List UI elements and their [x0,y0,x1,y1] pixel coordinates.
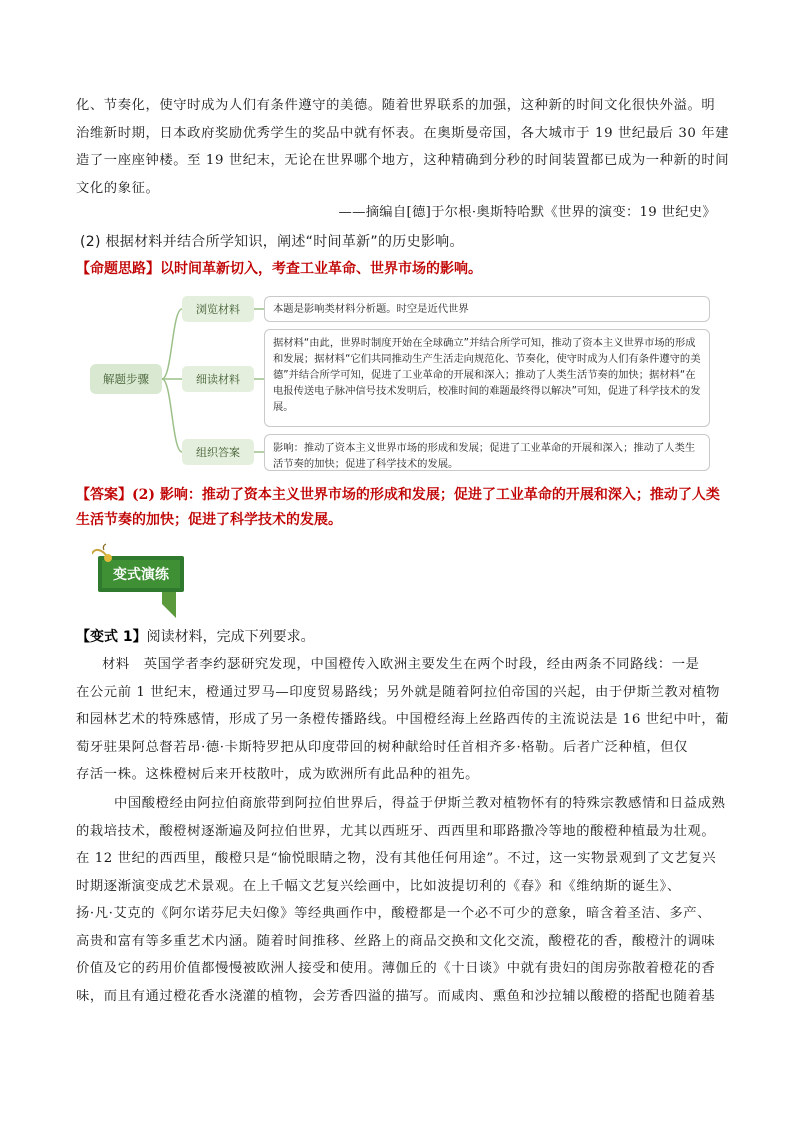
text-line: 文化的象征。 [76,180,160,196]
variant-heading [76,626,315,646]
idea-label: 【命题思路】 [76,261,160,277]
step-content-read: 据材料“由此，世界时制度开始在全球确立”并结合所学可知，推动了资本主义世界市场的形成和发展；据材料“它们共同推动生产生活走向规范化、节奏化，使守时成为人们有条件遵守的美德”并结合所学可知，促进了工业革命的开展和深入；推动了人类生活节奏的加快；据材料“在电报传送电子脉冲信号技术发明后，校准时间的难题最终得以解决”可知，促进了科学技术的发展。 [264,329,710,427]
banner-text: 变式演练 [113,567,169,583]
text-line: 时期逐渐演变成艺术景观。在上千幅文艺复兴绘画中，比如波提切利的《春》和《维纳斯的诞生》、 [76,878,681,894]
question-text: (2) 根据材料并结合所学知识，阐述“时间革新”的历史影响。 [80,234,464,250]
material-paragraph-1 [76,651,730,789]
text-line: 治维新时期，日本政府奖励优秀学生的奖品中就有怀表。在奥斯曼帝国，各大城市于 19 世纪最后 30 年建 [76,125,730,141]
idea-text: 以时间革新切入，考查工业革命、世界市场的影响。 [160,261,482,277]
variant-instruction: 阅读材料，完成下列要求。 [146,629,315,645]
variant-label: 【变式 1】 [76,629,147,645]
text-line: 扬·凡·艾克的《阿尔诺芬尼夫妇像》等经典画作中，酸橙都是一个必不可少的意象，暗含着圣洁、多产、 [76,906,712,921]
answer-block [76,483,726,533]
answer-line: 【答案】(2) 影响：推动了资本主义世界市场的形成和发展；促进了工业革命的开展和深入；推动了人类 [76,487,720,503]
material-paragraph-2 [76,790,724,1010]
mindmap-root: 解题步骤 [90,364,162,394]
text-line: 中国酸橙经由阿拉伯商旅带到阿拉伯世界后，得益于伊斯兰教对植物怀有的特殊宗教感情和日益成熟 [114,796,726,811]
intro-paragraph [76,92,730,202]
answer-line: 生活节奏的加快；促进了科学技术的发展。 [76,512,342,528]
text-line: 高贵和富有等多重艺术内涵。随着时间推移、丝路上的商品交换和文化交流，酸橙花的香，酸橙汁的调味 [76,933,716,949]
section-banner [92,540,192,620]
text-line: 价值及它的药用价值都慢慢被欧洲人接受和使用。薄伽丘的《十日谈》中就有贵妇的闺房弥散着橙花的香 [76,961,716,976]
step-label-read: 细读材料 [182,366,254,392]
step-label-browse: 浏览材料 [182,296,254,322]
text-line: 的栽培技术，酸橙树逐渐遍及阿拉伯世界，尤其以西班牙、西西里和耶路撒冷等地的酸橙种植最为壮观。 [76,823,716,839]
step-content-browse: 本题是影响类材料分析题。时空是近代世界 [264,296,710,322]
text-line: 和园林艺术的特殊感情，形成了另一条橙传播路线。中国橙经海上丝路西传的主流说法是 16 世纪中叶，葡 [76,712,730,727]
proposition-idea [76,258,482,278]
solution-steps-mindmap [90,292,720,477]
step-content-organize: 影响：推动了资本主义世界市场的形成和发展；促进了工业革命的开展和深入；推动了人类生活节奏的加快；促进了科学技术的发展。 [264,434,710,471]
text-line: 存活一株。这株橙树后来开枝散叶，成为欧洲所有此品种的祖先。 [76,767,480,782]
text-line: 造了一座座钟楼。至 19 世纪末，无论在世界哪个地方，这种精确到分秒的时间装置都已成为一种新的时间 [76,153,730,168]
step-label-organize: 组织答案 [182,439,254,465]
text-line: 在 12 世纪的西西里，酸橙只是“愉悦眼睛之物，没有其他任何用途”。不过，这一实物景观到了文艺复兴 [76,851,717,866]
text-line: 萄牙驻果阿总督若昂·德·卡斯特罗把从印度带回的树种献给时任首相齐多·格勒。后者广泛种植，但仅 [76,739,689,755]
text-line: 味，而且有通过橙花香水浇灌的植物，会芳香四溢的描写。而咸肉、熏鱼和沙拉辅以酸橙的搭配也随着基 [76,988,716,1004]
citation-source: ——摘编自[德]于尔根·奥斯特哈默《世界的演变：19 世纪史》 [338,205,716,220]
text-line: 在公元前 1 世纪末，橙通过罗马—印度贸易路线；另外就是随着阿拉伯帝国的兴起，由于伊斯兰教对植物 [76,684,721,700]
text-line: 材料 英国学者李约瑟研究发现，中国橙传入欧洲主要发生在两个时段，经由两条不同路线：一是 [102,657,700,672]
text-line: 化、节奏化，使守时成为人们有条件遵守的美德。随着世界联系的加强，这种新的时间文化很快外溢。明 [76,98,716,113]
banner-graphic [92,540,192,620]
